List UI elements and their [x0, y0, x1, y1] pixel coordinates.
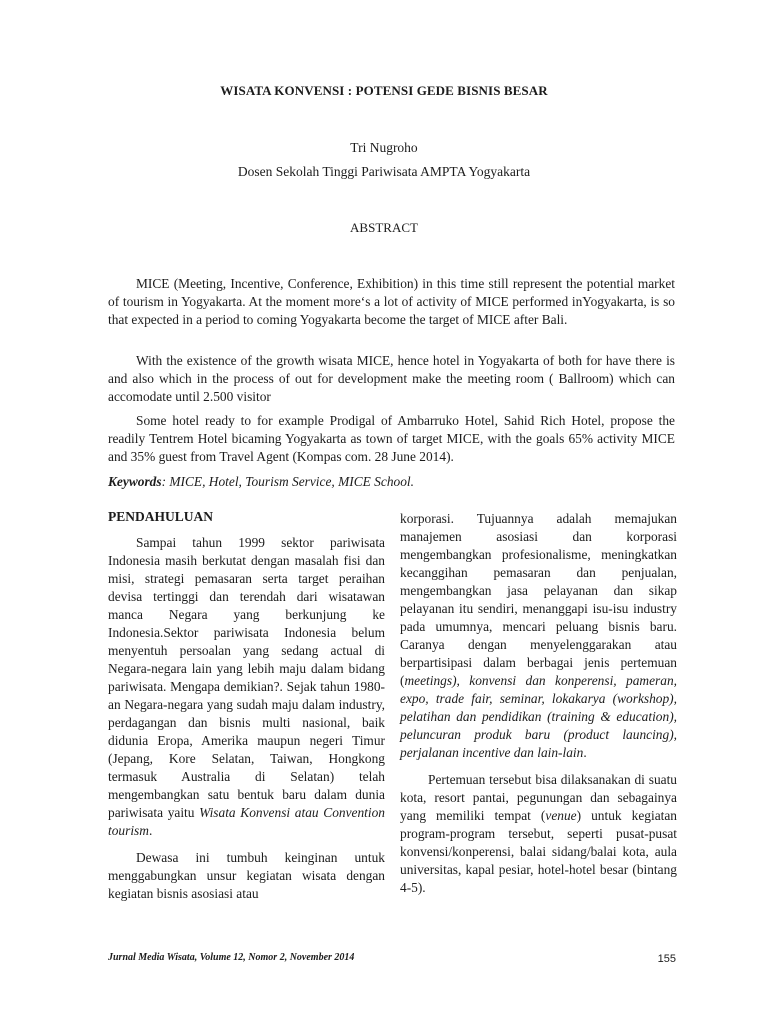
abstract-paragraph-3	[108, 412, 675, 466]
right-text-end: .	[583, 745, 587, 760]
intro-paragraph-2: Dewasa ini tumbuh keinginan untuk menggabungkan unsur kegiatan wisata dengan kegiatan bisnis asosiasi atau	[108, 850, 385, 901]
abstract-paragraph-text: MICE (Meeting, Incentive, Conference, Exhibition) in this time still represent the potential market of tourism in Yogyakarta. At the moment more‘s a lot of activity of MICE performed inYogyakarta, is so that expected in a period to coming Yogyakarta become the target of MICE after Bali.	[108, 276, 675, 327]
section-heading: PENDAHULUAN	[108, 509, 214, 524]
journal-footer: Jurnal Media Wisata, Volume 12, Nomor 2, November 2014	[108, 952, 355, 963]
right-column	[400, 510, 677, 897]
author-affiliation: Dosen Sekolah Tinggi Pariwisata AMPTA Yogyakarta	[237, 164, 531, 179]
right-text: korporasi. Tujuannya adalah memajukan manajemen asosiasi dan korporasi mengembangkan profesionalisme, meningkatkan kecanggihan pemasaran dan penjualan, mengembangkan jasa pelayanan dan sikap pelayanan itu sendiri, menanggapi isu-isu industry pada umumnya, mencari peluang bisnis baru. Caranya dengan menyelenggarakan atau berpartisipasi dalam berbagai jenis pertemuan (	[400, 511, 677, 688]
abstract-paragraph-1	[108, 275, 675, 329]
abstract-paragraph-text: With the existence of the growth wisata MICE, hence hotel in Yogyakarta of both for have there is and also which in the process of out for development make the meeting room ( Ballroom) which can accomodate until 2.500 visitor	[108, 353, 675, 404]
abstract-paragraph-text: Some hotel ready to for example Prodigal of Ambarruko Hotel, Sahid Rich Hotel, propose the readily Tentrem Hotel bicaming Yogyakarta as town of target MICE, with the goals 65% activity MICE and 35% guest from Travel Agent (Kompas com. 28 June 2014).	[108, 413, 675, 464]
right-p2-text: Pertemuan tersebut bisa dilaksanakan di suatu kota, resort pantai, pegunungan dan sebagainya yang memiliki tempat (	[400, 772, 677, 823]
venue-term: venue	[545, 808, 577, 823]
intro-italic-term: Wisata Konvensi atau Convention tourism	[108, 805, 385, 838]
right-p2-text-end: ) untuk kegiatan program-program tersebut, seperti pusat-pusat konvensi/konperensi, balai sidang/balai kota, aula universitas, kapal pesiar, hotel-hotel besar (bintang 4-5).	[400, 808, 677, 895]
paper-title: WISATA KONVENSI : POTENSI GEDE BISNIS BESAR	[220, 83, 548, 98]
keywords-line	[108, 474, 675, 490]
right-italic-list: meetings), konvensi dan konperensi, pameran, expo, trade fair, seminar, lokakarya (workshop), pelatihan dan pendidikan (training & education), peluncuran produk baru (product launcing), perjalanan incentive dan lain-lain	[400, 673, 677, 760]
keywords-label: Keywords	[108, 474, 162, 489]
abstract-paragraph-2	[108, 352, 675, 406]
keywords-text: : MICE, Hotel, Tourism Service, MICE School.	[161, 474, 414, 489]
author-name: Tri Nugroho	[350, 140, 418, 155]
page-number: 155	[657, 953, 676, 965]
intro-text: Sampai tahun 1999 sektor pariwisata Indonesia masih berkutat dengan masalah fisi dan misi, strategi pemasaran serta target peraihan devisa tertinggi dan terendah dari wisatawan manca Negara yang berkunjung ke Indonesia.Sektor pariwisata Indonesia belum menyentuh persoalan yang sedang actual di Negara-negara lain yang lebih maju dalam bidang pariwisata. Mengapa demikian?. Sejak tahun 1980-an Negara-negara yang sudah maju dalam industry, perdagangan dan bisnis multi nasional, baik didunia Eropa, Amerika maupun negeri Timur (Jepang, Kore Selatan, Taiwan, Hongkong termasuk Australia di Selatan) telah mengembangkan satu bentuk baru dalam dunia pariwisata yaitu	[108, 535, 385, 820]
right-paragraph-2	[400, 771, 677, 897]
abstract-heading: ABSTRACT	[350, 220, 418, 235]
left-column	[108, 508, 385, 903]
intro-paragraph-1	[108, 534, 385, 840]
right-paragraph-1	[400, 510, 677, 762]
intro-text-end: .	[148, 823, 153, 838]
